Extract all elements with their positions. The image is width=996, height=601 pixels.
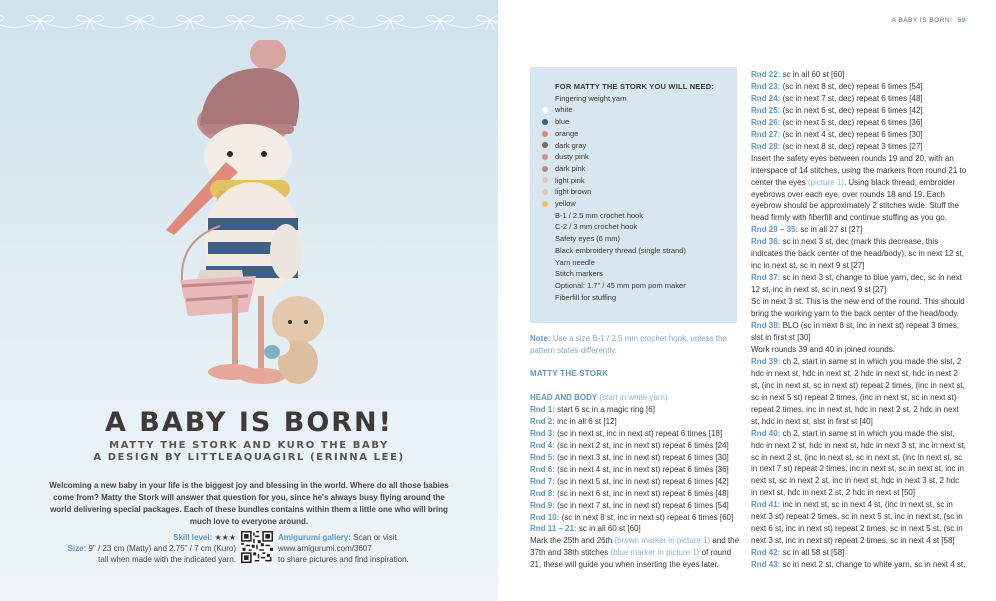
note-text: Use a size B-1 / 2.5 mm crochet hook, unless the pattern states differently. — [530, 334, 727, 355]
round-label: Rnd 42: — [751, 548, 781, 558]
yarn-color-name: light brown — [555, 187, 592, 197]
round-text: (sc in next 8 st, dec) repeat 6 times [54] — [782, 81, 923, 91]
round-list — [751, 356, 967, 571]
round-item — [530, 440, 742, 452]
round-text: inc in next st, sc in next 4 st, (inc in next st, sc in next 3 st) repeat 2 times, sc in next 5 st, inc in next st, (sc in next 6 st, inc in next st) repeat 2 times, sc in next 5 st, (sc in next 3 st, inc in next st) repeat 2 times, sc in next 4 st [58] — [751, 500, 963, 546]
round-item — [751, 236, 967, 272]
marker-instructions — [530, 535, 742, 571]
joined-rounds-note: Work rounds 39 and 40 in joined rounds. — [751, 344, 895, 354]
round-item — [530, 476, 742, 488]
round-item — [751, 105, 967, 117]
round-label: Rnd 9: — [530, 500, 555, 510]
round-text: start 6 sc in a magic ring [6] — [557, 404, 655, 414]
round-label: Rnd 1: — [530, 404, 555, 414]
yarn-color-item — [555, 128, 727, 140]
color-swatch-icon — [542, 189, 548, 195]
size-line — [60, 543, 236, 565]
round-text: (sc in next st, inc in next st) repeat 6 times [18] — [557, 428, 723, 438]
round-item — [530, 416, 742, 428]
running-head-title: A BABY IS BORN! — [891, 17, 953, 24]
round-label: Rnd 2: — [530, 416, 555, 426]
round-item — [751, 320, 967, 344]
gallery-line — [278, 532, 438, 543]
yarn-color-item — [555, 116, 727, 128]
round-text: sc in all 27 st [27] — [800, 225, 863, 235]
round-item — [530, 464, 742, 476]
color-swatch-icon — [542, 177, 548, 183]
running-head — [892, 17, 966, 24]
round-text: sc in all 60 st [60] — [782, 70, 845, 79]
tool-list — [555, 210, 727, 304]
subtitle-designer: A DESIGN BY LITTLEAQUAGIRL (ERINNA LEE) — [93, 452, 405, 463]
skill-level-label: Skill level: — [173, 533, 213, 542]
pattern-info-left — [60, 532, 236, 565]
subtitle-characters: MATTY THE STORK AND KURO THE BABY — [109, 440, 389, 451]
color-swatch-icon — [542, 142, 548, 148]
round-list — [751, 69, 967, 153]
round-text: (sc in next 2 st, inc in next st) repeat 6 times [24] — [557, 440, 729, 450]
marker-text-1: Mark the 25th and 26th — [530, 536, 613, 546]
round-item — [530, 404, 742, 416]
round-label: Rnd 28: — [751, 141, 781, 151]
round-text: (sc in next 8 st, inc in next st) repeat 6 times [60] — [561, 512, 734, 522]
round-item — [530, 428, 742, 440]
round-item — [751, 428, 967, 500]
yarn-color-item — [555, 198, 727, 210]
round-text: (sc in next 7 st, dec) repeat 6 times [48] — [782, 93, 923, 103]
marker-text-3: of round 21, these will guide you when inserting the eyes later. — [530, 548, 732, 570]
color-swatch-icon — [542, 131, 548, 137]
round-label: Rnd 36: — [751, 237, 781, 247]
yarn-color-name: white — [555, 105, 573, 115]
round-item — [751, 224, 967, 236]
color-swatch-icon — [542, 119, 548, 125]
round-label: Rnd 24: — [751, 93, 781, 103]
eyes-instructions — [751, 153, 967, 225]
yarn-color-item — [555, 163, 727, 175]
yarn-color-list — [555, 104, 727, 209]
yarn-color-item — [555, 151, 727, 163]
round-label: Rnd 26: — [751, 117, 781, 127]
round-item — [751, 141, 967, 153]
round-text: BLO (sc in next 8 st, inc in next st) repeat 3 times, slst in first st [30] — [751, 321, 960, 342]
round-text: (sc in next 5 st, dec) repeat 6 times [36] — [782, 117, 923, 127]
yarn-color-name: yellow — [555, 199, 576, 209]
round-text: ch 2, start in same st in which you made the slst, hdc in next 2 st, hdc in next st, hdc in next 3 st, inc in next st, sc in next 2 st, (inc in next st, sc in next st, (inc in next st, sc in next 7 st) repeat 2 times, inc in next st, sc in next st, inc in next st, sc in next 2 st, inc in next st, hdc in next 3 st, 2 hdc in next st, hdc in next 2 st, 2 hdc in next st [50] — [751, 428, 966, 498]
marker-text-2: and the 37th and 38th stitches — [530, 536, 740, 558]
qr-code-icon[interactable] — [241, 531, 273, 563]
round-label: Rnd 43: — [751, 560, 781, 570]
round-item — [751, 499, 967, 547]
round-text: (sc in next 5 st, inc in next st) repeat 6 times [42] — [557, 476, 729, 486]
round-item — [530, 500, 742, 512]
round-text: (sc in next 6 st, dec) repeat 6 times [42] — [782, 105, 923, 115]
pattern-info-right — [278, 532, 438, 565]
round-text: sc in all 60 st [60] — [578, 524, 641, 534]
round-item — [751, 93, 967, 105]
round-text: sc in all 58 st [58] — [782, 548, 845, 558]
round-item — [751, 547, 967, 559]
round-text: sc in next 3 st, dec (mark this decrease, this indicates the back center of the head/body), sc in next 12 st, inc in next st, sc in next 9 st [27] — [751, 237, 965, 271]
color-swatch-icon — [542, 107, 548, 113]
round-label: Rnd 4: — [530, 440, 555, 450]
eyes-hint: (picture 1) — [807, 177, 844, 187]
round-item — [530, 488, 742, 500]
round-text: sc in next 3 st, change to blue yarn, dec, sc in next 12 st, inc in next st, sc in next 9 st [27] — [751, 273, 962, 295]
round-text: (sc in next 3 st, inc in next st) repeat 6 times [30] — [557, 452, 729, 462]
yarn-color-name: dark pink — [555, 163, 586, 173]
round-item — [751, 272, 967, 296]
round-list — [751, 224, 967, 296]
round-label: Rnd 22: — [751, 70, 781, 79]
gallery-text-scan: Scan or visit — [353, 533, 397, 542]
round-label: Rnd 39: — [751, 356, 781, 366]
stork-and-baby-photo — [160, 40, 360, 400]
right-page — [498, 0, 996, 601]
marker-hint-1: (brown marker in picture 1) — [614, 536, 711, 546]
round-label: Rnd 37: — [751, 273, 781, 283]
page-number: 59 — [957, 17, 966, 24]
yarn-color-item — [555, 175, 727, 187]
round-label: Rnd 8: — [530, 488, 555, 498]
skill-level-line — [60, 532, 236, 543]
round-item — [751, 81, 967, 93]
round-label: Rnd 3: — [530, 428, 555, 438]
tool-item: Yarn needle — [555, 257, 595, 267]
round-item — [751, 69, 967, 81]
round-37-note: Sc in next 3 st. This is the new end of the round. This should bring the working yarn to the back center of the head/body. — [751, 297, 965, 319]
size-label: Size: — [67, 544, 87, 553]
yarn-color-item — [555, 104, 727, 116]
round-list — [530, 404, 742, 535]
color-swatch-icon — [542, 201, 548, 207]
supplies-title: FOR MATTY THE STORK YOU WILL NEED: — [555, 82, 715, 91]
tool-item: C-2 / 3 mm crochet hook — [555, 222, 638, 232]
round-text: (sc in next 4 st, dec) repeat 6 times [30] — [782, 129, 923, 139]
round-label: Rnd 38: — [751, 321, 781, 331]
gallery-url[interactable]: www.amigurumi.com/3607 — [278, 544, 372, 553]
yarn-color-name: light pink — [555, 175, 585, 185]
page-title: A BABY IS BORN! — [105, 407, 393, 438]
section-title: MATTY THE STORK — [530, 369, 609, 378]
yarn-color-name: dark gray — [555, 140, 587, 150]
round-label: Rnd 10: — [530, 512, 560, 522]
round-item — [751, 356, 967, 428]
round-label: Rnd 41: — [751, 500, 781, 510]
round-label: Rnd 25: — [751, 105, 781, 115]
round-label: Rnd 40: — [751, 428, 781, 438]
round-text: (sc in next 7 st, inc in next st) repeat 6 times [54] — [557, 500, 729, 510]
round-label: Rnd 27: — [751, 129, 781, 139]
round-label: Rnd 7: — [530, 476, 555, 486]
pattern-column-right — [751, 69, 967, 571]
eyes-text-2: . Using black thread, embroider eyebrows over each eye, over rounds 18 and 19. Each eyebrow should be approximately 2 stitches wide. Stuff the head firmly with fiberfill and continue stuffing as you go. — [751, 177, 959, 223]
eyes-text-1: Insert the safety eyes between rounds 19 and 20, with an interspace of 14 stitches, using the markers from round 21 to center the eyes — [751, 153, 967, 187]
round-label: Rnd 23: — [751, 81, 781, 91]
skill-level-stars: ★★★ — [214, 533, 236, 542]
tool-item: B-1 / 2.5 mm crochet hook — [555, 210, 643, 220]
round-text: (sc in next 8 st, dec) repeat 3 times [27] — [782, 141, 923, 151]
round-item — [751, 129, 967, 141]
color-swatch-icon — [542, 154, 548, 160]
round-item — [530, 512, 742, 524]
round-text: ch 2, start in same st in which you made the slst, 2 hdc in next st, hdc in next st, 2 hdc in next st, hdc in next 2 st, (inc in next st, sc in next st) repeat 2 times, (inc in next st, sc in next 5 st) repeat 2 times, (inc in next st, sc in next st) repeat 2 times, inc in next st, hdc in next 2 st, 2 hdc in next st, hdc in next st, slst in first st [40] — [751, 356, 965, 426]
yarn-color-name: blue — [555, 117, 570, 127]
hook-note — [530, 333, 740, 357]
round-label: Rnd 29 – 35: — [751, 225, 799, 235]
head-body-heading — [530, 392, 742, 404]
supplies-box — [530, 67, 737, 323]
round-text: (sc in next 4 st, inc in next st) repeat 6 times [36] — [557, 464, 729, 474]
round-label: Rnd 5: — [530, 452, 555, 462]
tool-item: Black embroidery thread (single strand) — [555, 245, 686, 255]
color-swatch-icon — [542, 166, 548, 172]
marker-hint-2: (blue marker in picture 1) — [610, 548, 700, 558]
round-label: Rnd 11 – 21: — [530, 524, 577, 534]
pattern-column-left — [530, 392, 742, 571]
yarn-color-item — [555, 140, 727, 152]
tool-item: Fiberfill for stuffing — [555, 292, 617, 302]
tool-item: Stitch markers — [555, 269, 603, 279]
tool-item: Optional: 1.7" / 45 mm pom pom maker — [555, 280, 686, 290]
gallery-label: Amigurumi gallery: — [278, 533, 351, 542]
tool-item: Safety eyes (6 mm) — [555, 234, 621, 244]
round-item — [530, 523, 742, 535]
yarn-color-name: orange — [555, 128, 579, 138]
yarn-color-item — [555, 186, 727, 198]
round-text: sc in next 2 st, change to white yarn, sc in next 4 st, — [782, 560, 966, 570]
round-item — [751, 117, 967, 129]
round-item — [751, 559, 967, 571]
round-text: inc in all 6 st [12] — [557, 416, 617, 426]
note-label: Note: — [530, 334, 551, 343]
round-label: Rnd 6: — [530, 464, 555, 474]
yarn-label: Fingering weight yarn — [555, 93, 627, 103]
yarn-color-name: dusty pink — [555, 152, 589, 162]
size-value: 9" / 23 cm (Matty) and 2.75" / 7 cm (Kuro) tall when made with the indicated yarn. — [88, 544, 236, 564]
gallery-text-share: to share pictures and find inspiration. — [278, 555, 409, 564]
head-body-hint: (start in white yarn) — [599, 393, 668, 402]
head-body-label: HEAD AND BODY — [530, 393, 598, 402]
round-item — [530, 452, 742, 464]
intro-paragraph: Welcoming a new baby in your life is the biggest joy and blessing in the world. Where do all those babies come from? Matty the Stork will answer that question for you, since he's always busy flying around the world delivering special packages. Each of these bundles contains within them a little one who will bring much love to everyone around. — [49, 481, 449, 526]
round-text: (sc in next 6 st, inc in next st) repeat 6 times [48] — [557, 488, 729, 498]
